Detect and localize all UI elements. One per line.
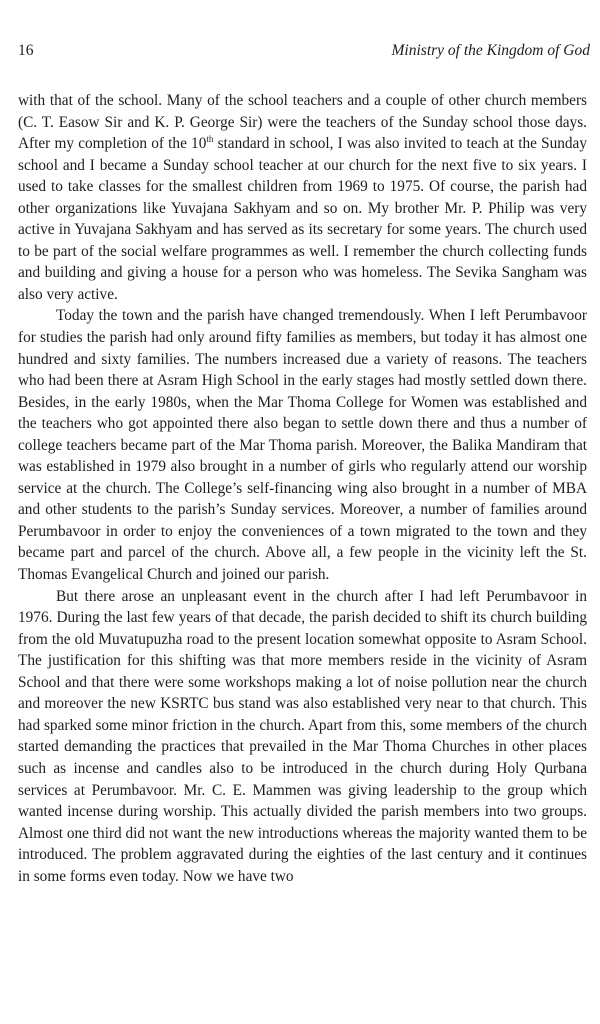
ordinal-suffix: th <box>206 134 214 145</box>
running-title: Ministry of the Kingdom of God <box>391 42 590 59</box>
page-header <box>18 42 590 66</box>
body-text <box>18 90 587 887</box>
page-number: 16 <box>18 42 34 59</box>
paragraph-2: Today the town and the parish have changed tremendously. When I left Perumbavoor for studies the parish had only around fifty families as members, but today it has almost one hundred and sixty families. The numbers increased due a variety of reasons. The teachers who had been there at Asram High School in the early stages had mostly settled down there. Besides, in the early 1980s, when the Mar Thoma College for Women was established and the teachers who got appointed there also began to settle down there and thus a number of college teachers became part of the Mar Thoma parish. Moreover, the Balika Mandiram that was established in 1979 also brought in a number of girls who regularly attend our worship service at the church. The College’s self-financing wing also brought in a number of MBA and other students to the parish’s Sunday services. Moreover, a number of families around Perumbavoor in order to enjoy the conveniences of a town migrated to the town and they became part and parcel of the church. Above all, a few people in the vicinity left the St. Thomas Evangelical Church and joined our parish. <box>18 307 587 584</box>
paragraph-1-text-start: with that of the school. Many of the school teachers and a couple of other church members (C. T. Easow Sir and K. P. George Sir) were the teachers of the Sunday school those days. After my completion of the 10 <box>18 92 587 153</box>
paragraph-1-text-end: standard in school, I was also invited to teach at the Sunday school and I became a Sunday school teacher at our church for the next five to six years. I used to take classes for the smallest children from 1969 to 1975. Of course, the parish had other organizations like Yuvajana Sakhyam and so on. My brother Mr. P. Philip was very active in Yuvajana Sakhyam and has served as its secretary for some years. The church used to be part of the social welfare programmes as well. I remember the church collecting funds and building and giving a house for a person who was homeless. The Sevika Sangham was also very active. <box>18 135 587 303</box>
paragraph-1 <box>18 90 587 305</box>
paragraph-3: But there arose an unpleasant event in the church after I had left Perumbavoor in 1976. During the last few years of that decade, the parish decided to shift its church building from the old Muvatupuzha road to the present location somewhat opposite to Asram School. The justification for this shifting was that more members reside in the vicinity of Asram School and that there were some workshops making a lot of noise pollution near the church and moreover the new KSRTC bus stand was also established very near to that church. This had sparked some minor friction in the church. Apart from this, some members of the church started demanding the practices that prevailed in the Mar Thoma Churches in other places such as incense and candles also to be introduced in the church during Holy Qurbana services at Perumbavoor. Mr. C. E. Mammen was giving leadership to the group which wanted incense during worship. This actually divided the parish members into two groups. Almost one third did not want the new introductions whereas the majority wanted them to be introduced. The problem aggravated during the eighties of the last century and it continues in some forms even today. Now we have two <box>18 587 587 885</box>
